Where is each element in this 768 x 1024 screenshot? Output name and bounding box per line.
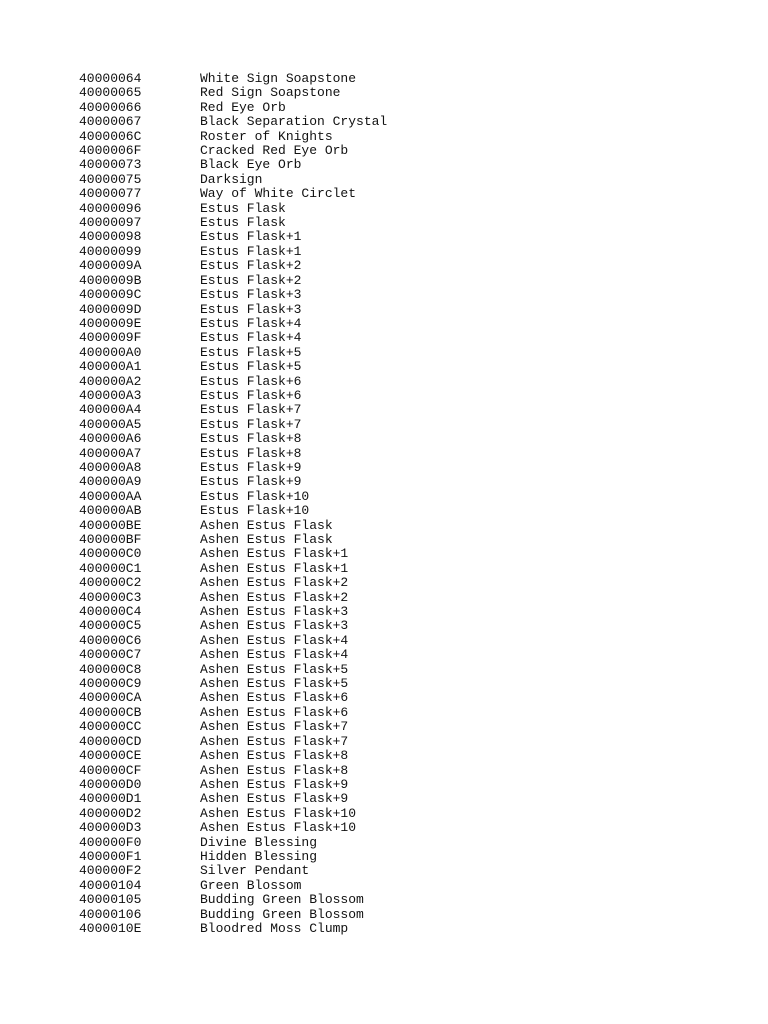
list-item xyxy=(79,605,739,619)
item-code: 400000D1 xyxy=(79,791,142,807)
item-name: Ashen Estus Flask+4 xyxy=(200,647,349,663)
list-item xyxy=(79,346,739,360)
item-code: 400000A8 xyxy=(79,459,142,475)
item-code: 400000A3 xyxy=(79,387,142,403)
item-code: 40000099 xyxy=(79,243,142,259)
item-name: Roster of Knights xyxy=(200,128,333,144)
item-code: 400000BE xyxy=(79,517,142,533)
list-item xyxy=(79,533,739,547)
item-name: Ashen Estus Flask xyxy=(200,532,333,547)
item-name: Estus Flask+3 xyxy=(200,287,302,303)
list-item xyxy=(79,879,739,893)
list-item xyxy=(79,576,739,590)
list-item xyxy=(79,245,739,259)
item-name: Estus Flask+5 xyxy=(200,344,302,360)
item-name: Estus Flask+3 xyxy=(200,301,302,317)
list-item xyxy=(79,432,739,446)
item-code: 40000096 xyxy=(79,200,142,216)
item-name: Ashen Estus Flask+2 xyxy=(200,575,349,591)
item-name: Ashen Estus Flask+1 xyxy=(200,560,349,576)
list-item xyxy=(79,677,739,691)
item-name: Estus Flask xyxy=(200,200,286,216)
list-item xyxy=(79,158,739,172)
item-name: Estus Flask+10 xyxy=(200,488,310,504)
item-code: 400000CE xyxy=(79,748,142,764)
item-name: Estus Flask+7 xyxy=(200,416,302,432)
list-item xyxy=(79,922,739,936)
list-item xyxy=(79,447,739,461)
item-code: 400000A0 xyxy=(79,344,142,360)
item-name: Red Sign Soapstone xyxy=(200,85,341,101)
list-item xyxy=(79,663,739,677)
item-name: Ashen Estus Flask+8 xyxy=(200,762,349,778)
item-code: 4000006C xyxy=(79,128,142,144)
item-code: 400000C8 xyxy=(79,661,142,677)
item-code: 400000AA xyxy=(79,488,142,504)
list-item xyxy=(79,389,739,403)
list-item xyxy=(79,648,739,662)
item-name: Budding Green Blossom xyxy=(200,906,364,922)
item-code: 400000CA xyxy=(79,690,142,706)
item-name: Estus Flask+6 xyxy=(200,387,302,403)
item-code: 4000009D xyxy=(79,301,142,317)
item-code: 400000BF xyxy=(79,532,142,547)
list-item xyxy=(79,303,739,317)
list-item xyxy=(79,173,739,187)
item-code: 400000F2 xyxy=(79,863,142,879)
item-name: Estus Flask+4 xyxy=(200,315,302,331)
item-name: Black Separation Crystal xyxy=(200,114,388,130)
list-item xyxy=(79,821,739,835)
item-code: 4000010E xyxy=(79,920,142,936)
list-item xyxy=(79,360,739,374)
list-item xyxy=(79,591,739,605)
list-item xyxy=(79,850,739,864)
item-code: 400000C6 xyxy=(79,632,142,648)
list-item xyxy=(79,836,739,850)
item-code: 400000C5 xyxy=(79,618,142,634)
item-code: 400000A5 xyxy=(79,416,142,432)
item-name: Red Eye Orb xyxy=(200,99,286,115)
item-code: 40000065 xyxy=(79,85,142,101)
list-item xyxy=(79,706,739,720)
item-name: Ashen Estus Flask+6 xyxy=(200,704,349,720)
item-code: 40000097 xyxy=(79,215,142,231)
item-name: Ashen Estus Flask+10 xyxy=(200,820,357,836)
list-item xyxy=(79,144,739,158)
item-name: Ashen Estus Flask+9 xyxy=(200,791,349,807)
item-code: 400000C1 xyxy=(79,560,142,576)
item-code: 40000077 xyxy=(79,186,142,202)
item-name: Darksign xyxy=(200,171,263,187)
item-code: 4000009E xyxy=(79,315,142,331)
item-code: 4000009B xyxy=(79,272,142,288)
list-item xyxy=(79,230,739,244)
item-name: Estus Flask+2 xyxy=(200,258,302,274)
list-item xyxy=(79,749,739,763)
item-code: 400000C2 xyxy=(79,575,142,591)
item-code: 400000A1 xyxy=(79,359,142,375)
item-code: 40000098 xyxy=(79,229,142,245)
list-item xyxy=(79,317,739,331)
item-code: 40000064 xyxy=(79,71,142,86)
list-item xyxy=(79,375,739,389)
list-item xyxy=(79,764,739,778)
item-name: Ashen Estus Flask+1 xyxy=(200,546,349,562)
item-name: Green Blossom xyxy=(200,877,302,893)
item-code: 400000CB xyxy=(79,704,142,720)
list-item xyxy=(79,475,739,489)
item-name: Divine Blessing xyxy=(200,834,318,850)
item-code-list xyxy=(79,72,739,936)
item-name: Estus Flask+1 xyxy=(200,243,302,259)
list-item xyxy=(79,403,739,417)
item-name: Ashen Estus Flask+9 xyxy=(200,776,349,792)
list-item xyxy=(79,519,739,533)
item-name: Ashen Estus Flask+8 xyxy=(200,748,349,764)
item-code: 400000A6 xyxy=(79,431,142,447)
list-item xyxy=(79,202,739,216)
item-code: 40000105 xyxy=(79,892,142,908)
list-item xyxy=(79,115,739,129)
list-item xyxy=(79,893,739,907)
item-name: Estus Flask+9 xyxy=(200,474,302,490)
list-item xyxy=(79,288,739,302)
item-code: 4000006F xyxy=(79,143,142,159)
item-code: 400000D2 xyxy=(79,805,142,821)
list-item xyxy=(79,86,739,100)
item-name: Estus Flask+9 xyxy=(200,459,302,475)
item-name: Cracked Red Eye Orb xyxy=(200,143,349,159)
item-name: Way of White Circlet xyxy=(200,186,357,202)
list-item xyxy=(79,562,739,576)
item-code: 400000D3 xyxy=(79,820,142,836)
item-code: 400000D0 xyxy=(79,776,142,792)
item-code: 40000075 xyxy=(79,171,142,187)
item-code: 4000009A xyxy=(79,258,142,274)
list-item xyxy=(79,864,739,878)
item-code: 400000AB xyxy=(79,503,142,519)
list-item xyxy=(79,72,739,86)
item-code: 400000C9 xyxy=(79,676,142,692)
item-code: 40000067 xyxy=(79,114,142,130)
list-item xyxy=(79,908,739,922)
item-name: Black Eye Orb xyxy=(200,157,302,173)
item-name: Estus Flask+10 xyxy=(200,503,310,519)
item-name: Ashen Estus Flask+3 xyxy=(200,604,349,620)
list-item xyxy=(79,720,739,734)
item-code: 400000C3 xyxy=(79,589,142,605)
list-item xyxy=(79,259,739,273)
list-item xyxy=(79,461,739,475)
item-code: 400000A9 xyxy=(79,474,142,490)
item-name: Estus Flask+5 xyxy=(200,359,302,375)
item-name: Ashen Estus Flask+6 xyxy=(200,690,349,706)
item-code: 400000F1 xyxy=(79,848,142,864)
item-code: 400000CD xyxy=(79,733,142,749)
item-code: 40000106 xyxy=(79,906,142,922)
item-code: 40000073 xyxy=(79,157,142,173)
item-name: Estus Flask xyxy=(200,215,286,231)
list-item xyxy=(79,418,739,432)
item-code: 400000A2 xyxy=(79,373,142,389)
item-name: Estus Flask+7 xyxy=(200,402,302,418)
item-name: Ashen Estus Flask+5 xyxy=(200,676,349,692)
list-item xyxy=(79,187,739,201)
list-item xyxy=(79,778,739,792)
list-item xyxy=(79,274,739,288)
item-code: 400000A7 xyxy=(79,445,142,461)
list-item xyxy=(79,735,739,749)
list-item xyxy=(79,691,739,705)
item-name: Estus Flask+8 xyxy=(200,431,302,447)
item-code: 400000CF xyxy=(79,762,142,778)
item-name: Silver Pendant xyxy=(200,863,310,879)
item-code: 400000CC xyxy=(79,719,142,735)
item-name: Ashen Estus Flask+7 xyxy=(200,719,349,735)
item-name: Budding Green Blossom xyxy=(200,892,364,908)
list-item xyxy=(79,490,739,504)
item-name: Estus Flask+8 xyxy=(200,445,302,461)
item-code: 400000C0 xyxy=(79,546,142,562)
item-code: 400000C7 xyxy=(79,647,142,663)
item-name: Ashen Estus Flask+3 xyxy=(200,618,349,634)
item-name: Hidden Blessing xyxy=(200,848,318,864)
list-item xyxy=(79,807,739,821)
item-name: Estus Flask+1 xyxy=(200,229,302,245)
item-code: 400000C4 xyxy=(79,604,142,620)
item-name: Estus Flask+4 xyxy=(200,330,302,346)
list-item xyxy=(79,216,739,230)
item-name: Bloodred Moss Clump xyxy=(200,920,349,936)
item-name: Ashen Estus Flask+10 xyxy=(200,805,357,821)
item-name: Ashen Estus Flask+4 xyxy=(200,632,349,648)
list-item xyxy=(79,101,739,115)
item-name: Estus Flask+6 xyxy=(200,373,302,389)
item-code: 4000009C xyxy=(79,287,142,303)
list-item xyxy=(79,619,739,633)
list-item xyxy=(79,130,739,144)
item-name: Ashen Estus Flask+2 xyxy=(200,589,349,605)
list-item xyxy=(79,792,739,806)
item-code: 400000A4 xyxy=(79,402,142,418)
item-name: Ashen Estus Flask+7 xyxy=(200,733,349,749)
list-item xyxy=(79,331,739,345)
item-code: 40000104 xyxy=(79,877,142,893)
list-item xyxy=(79,504,739,518)
item-name: Ashen Estus Flask xyxy=(200,517,333,533)
item-code: 40000066 xyxy=(79,99,142,115)
item-name: White Sign Soapstone xyxy=(200,71,357,86)
item-code: 400000F0 xyxy=(79,834,142,850)
list-item xyxy=(79,547,739,561)
item-name: Ashen Estus Flask+5 xyxy=(200,661,349,677)
item-code: 4000009F xyxy=(79,330,142,346)
item-name: Estus Flask+2 xyxy=(200,272,302,288)
list-item xyxy=(79,634,739,648)
